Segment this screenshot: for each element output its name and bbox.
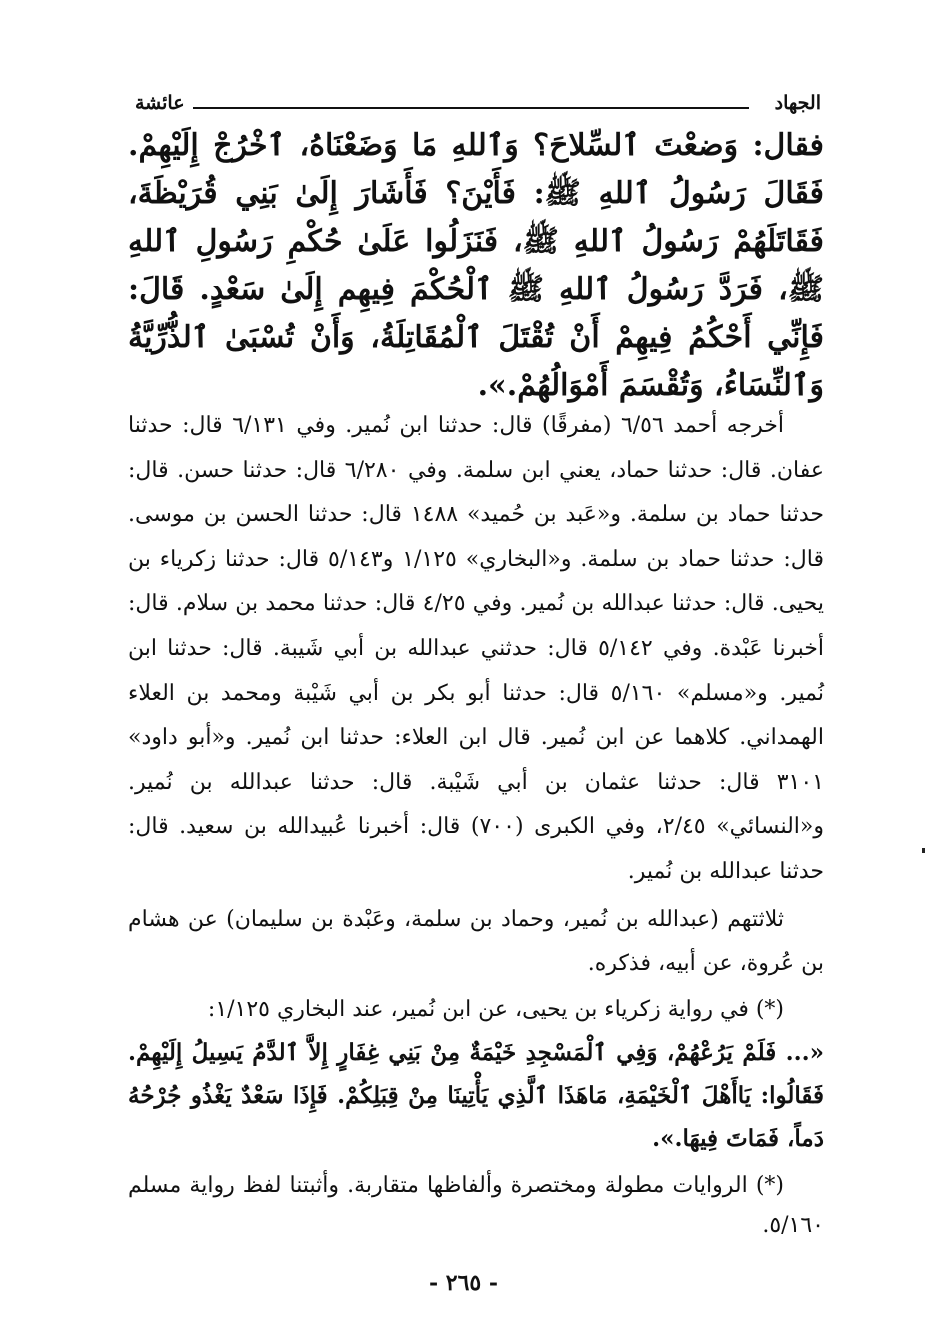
page-number: - ٢٦٥ - — [428, 1270, 499, 1296]
chain-summary-text: ثلاثتهم (عبدالله بن نُمير، وحماد بن سلمة، وعَبْدة بن سليمان) عن هشام بن عُروة، عن أبيه، فذكره. — [128, 907, 824, 976]
narrator-name: عائشة — [135, 92, 185, 114]
wording-note-block — [128, 1166, 824, 1246]
header-rule — [193, 107, 749, 109]
hadith-text-block — [128, 122, 824, 410]
scan-speck — [922, 848, 925, 853]
variant-note-block — [128, 988, 824, 1160]
hadith-text: فقال: وَضعْتَ ٱلسِّلاحَ؟ وَٱللهِ مَا وَضَعْنَاهُ، ٱخْرُجْ إِلَيْهِمْ. فَقَالَ رَسُولُ ٱللهِ ﷺ: فَأَيْنَ؟ فَأَشَارَ إِلَىٰ بَنِي قُرَيْظَةَ، فَقَاتَلَهُمْ رَسُولُ ٱللهِ ﷺ، فَنَزَلُوا عَلَىٰ حُكْمِ رَسُولِ ٱللهِ ﷺ، فَرَدَّ رَسُولُ ٱللهِ ﷺ ٱلْحُكْمَ فِيهِم إِلَىٰ سَعْدٍ. قَالَ: فَإِنِّي أَحْكُمُ فِيهِمْ أَنْ تُقْتَلَ ٱلْمُقَاتِلَةُ، وَأَنْ تُسْبَىٰ ٱلذُّرِّيَّةُ وَٱلنِّسَاءُ، وَتُقْسَمَ أَمْوَالُهُمْ.». — [128, 128, 824, 403]
chapter-title: الجهاد — [774, 92, 821, 114]
running-header — [135, 92, 821, 118]
takhrij-text: أخرجه أحمد ٦/٥٦ (مفرقًا) قال: حدثنا ابن نُمير. وفي ٦/١٣١ قال: حدثنا عفان. قال: حدثنا حماد، يعني ابن سلمة. وفي ٦/٢٨٠ قال: حدثنا حسن. قال: حدثنا حماد بن سلمة. و«عَبد بن حُميد» ١٤٨٨ قال: حدثنا الحسن بن موسى. قال: حدثنا حماد بن سلمة. و«البخاري» ١/١٢٥ و٥/١٤٣ قال: حدثنا زكرياء بن يحيى. قال: حدثنا عبدالله بن نُمير. وفي ٤/٢٥ قال: حدثنا محمد بن سلام. قال: أخبرنا عَبْدة. وفي ٥/١٤٢ قال: حدثني عبدالله بن أبي شَيبة. قال: حدثنا ابن نُمير. و«مسلم» ٥/١٦٠ قال: حدثنا أبو بكر بن أبي شَيْبة ومحمد بن العلاء الهمداني. كلاهما عن ابن نُمير. قال ابن العلاء: حدثنا ابن نُمير. و«أبو داود» ٣١٠١ قال: حدثنا عثمان بن أبي شَيْبة. قال: حدثنا عبدالله بن نُمير. و«النسائي» ٢/٤٥، وفي الكبرى (٧٠٠) قال: أخبرنا عُبيدالله بن سعيد. قال: حدثنا عبدالله بن نُمير. — [128, 413, 825, 884]
variant-note-intro: (*) في رواية زكرياء بن يحيى، عن ابن نُمير، عند البخاري ١/١٢٥: — [207, 997, 784, 1022]
variant-note-quote: «... فَلَمْ يَرُعْهُمْ، وَفِي ٱلْمَسْجِدِ خَيْمَةٌ مِنْ بَنِي غِفَارٍ إِلاَّ ٱلدَّمُ يَسِيلُ إِلَيْهِمْ. فَقَالُوا: يَاأَهْلَ ٱلْخَيْمَةِ، مَاهَذَا ٱلَّذِي يَأْتِينَا مِنْ قِبَلِكُمْ. فَإِذَا سَعْدٌ يَغْذُو جُرْحُهُ دَماً، فَمَاتَ فِيهَا.». — [128, 1039, 824, 1152]
wording-note-text: (*) الروايات مطولة ومختصرة وألفاظها متقاربة. وأثبتنا لفظ رواية مسلم ٥/١٦٠. — [128, 1173, 824, 1238]
chain-summary-block — [128, 898, 824, 986]
takhrij-block — [128, 404, 824, 895]
